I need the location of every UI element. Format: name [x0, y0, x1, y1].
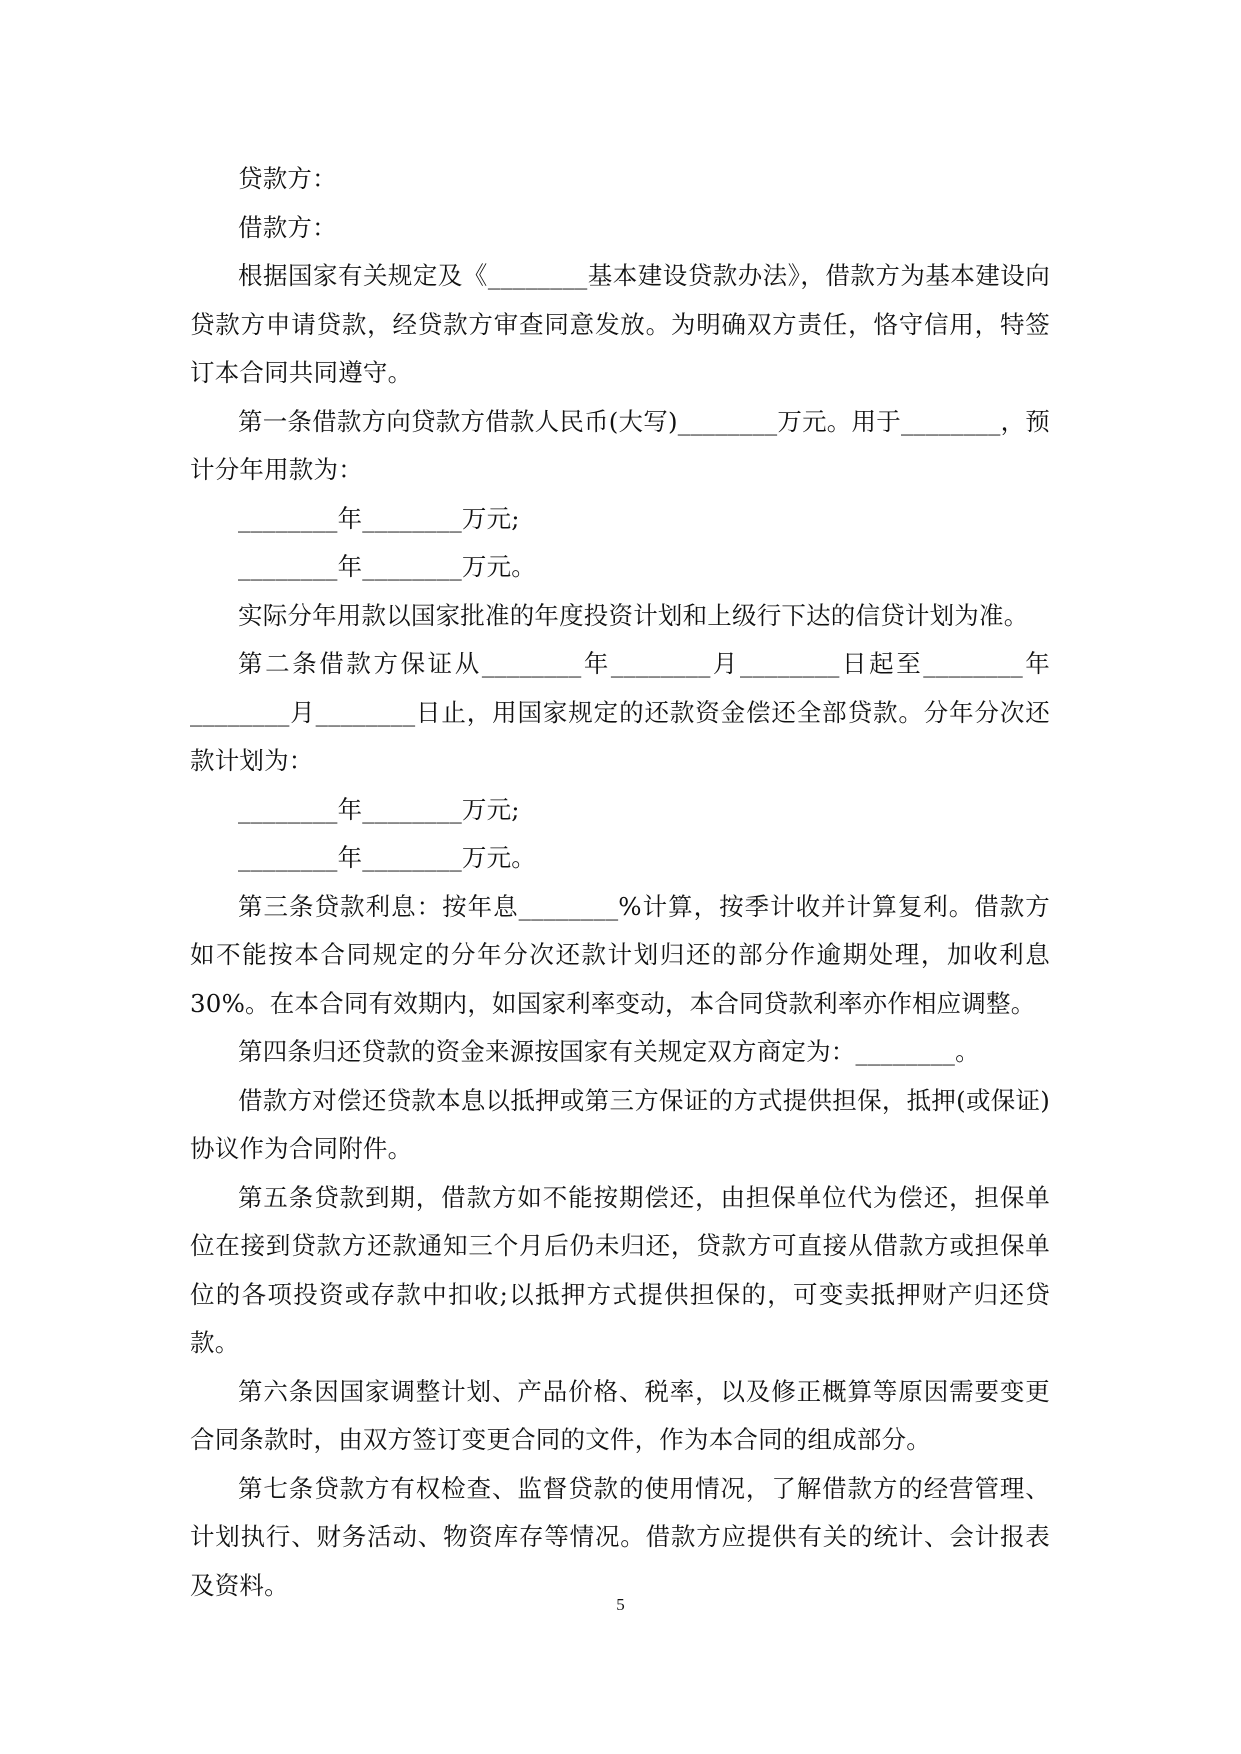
- paragraph-repayment-1: ________年________万元;: [238, 794, 520, 824]
- paragraph-article-3: 第三条贷款利息：按年息________%计算，按季计收并计算复利。借款方如不能按本合同规定的分年分次还款计划归还的部分作逾期处理，加收利息30%。在本合同有效期内，如国家利率变动，本合同贷款利率亦作相应调整。: [190, 891, 1050, 1018]
- paragraph-guarantee: 借款方对偿还贷款本息以抵押或第三方保证的方式提供担保，抵押(或保证)协议作为合同附件。: [190, 1085, 1050, 1163]
- paragraph-article-2: 第二条借款方保证从________年________月________日起至________年________月________日止，用国家规定的还款资金偿还全部贷款。分年分次还款计划为：: [190, 649, 1050, 775]
- paragraph-borrower: 借款方：: [238, 212, 337, 242]
- paragraph-annual-usage-2: ________年________万元。: [238, 552, 536, 581]
- paragraph-article-7: 第七条贷款方有权检查、监督贷款的使用情况，了解借款方的经营管理、计划执行、财务活动、物资库存等情况。借款方应提供有关的统计、会计报表及资料。: [190, 1473, 1050, 1600]
- paragraph-preamble: 根据国家有关规定及《________基本建设贷款办法》，借款方为基本建设向贷款方申请贷款，经贷款方审查同意发放。为明确双方责任，恪守信用，特签订本合同共同遵守。: [190, 261, 1050, 387]
- paragraph-annual-usage-1: ________年________万元;: [238, 503, 520, 533]
- paragraph-usage-basis: 实际分年用款以国家批准的年度投资计划和上级行下达的信贷计划为准。: [238, 600, 1029, 630]
- page-number: 5: [616, 1595, 625, 1614]
- paragraph-lender: 贷款方：: [238, 164, 337, 193]
- paragraph-article-6: 第六条因国家调整计划、产品价格、税率，以及修正概算等原因需要变更合同条款时，由双方签订变更合同的文件，作为本合同的组成部分。: [190, 1376, 1050, 1454]
- document-body: [190, 155, 1050, 1610]
- paragraph-repayment-2: ________年________万元。: [238, 843, 536, 872]
- paragraph-article-1: 第一条借款方向贷款方借款人民币(大写)________万元。用于________，预计分年用款为：: [190, 406, 1050, 484]
- paragraph-article-5: 第五条贷款到期，借款方如不能按期偿还，由担保单位代为偿还，担保单位在接到贷款方还款通知三个月后仍未归还，贷款方可直接从借款方或担保单位的各项投资或存款中扣收;以抵押方式提供担保的，可变卖抵押财产归还贷款。: [190, 1182, 1050, 1357]
- paragraph-article-4: 第四条归还贷款的资金来源按国家有关规定双方商定为：________。: [238, 1037, 980, 1066]
